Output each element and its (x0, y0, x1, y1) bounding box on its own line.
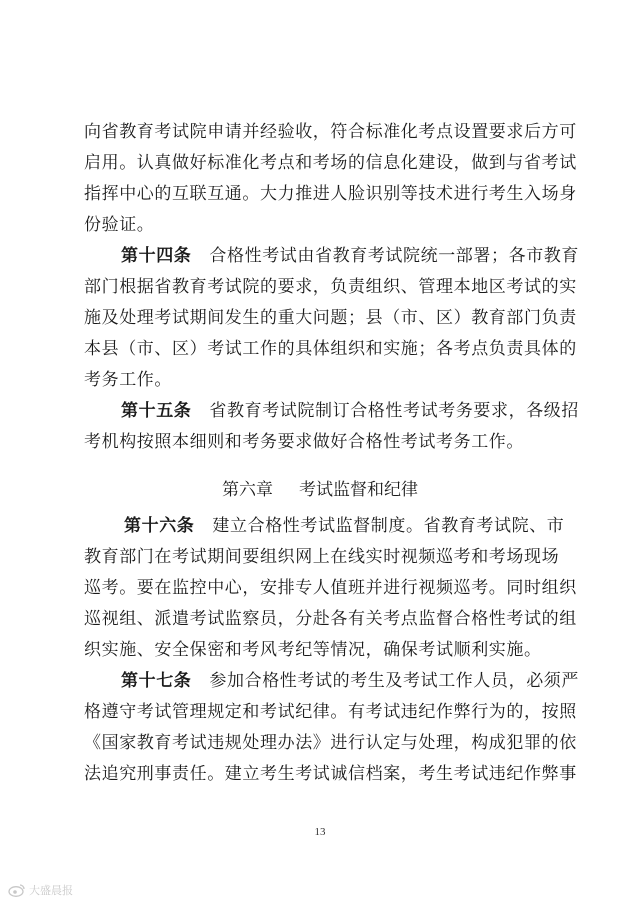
body-line: 格遵守考试管理规定和考试纪律。有考试违纪作弊行为的，按照 (84, 702, 577, 722)
body-line: 份验证。 (84, 215, 155, 235)
weibo-logo-icon (8, 883, 26, 897)
body-line: 巡视组、派遣考试监察员，分赴各有关考点监督合格性考试的组 (84, 609, 577, 629)
chapter-number: 第六章 (222, 480, 273, 500)
body-line: 施及处理考试期间发生的重大问题；县（市、区）教育部门负责 (84, 308, 577, 328)
body-line: 教育部门在考试期间要组织网上在线实时视频巡考和考场现场 (84, 547, 560, 567)
watermark (8, 882, 73, 898)
chapter-heading (0, 480, 640, 500)
body-line: 考机构按照本细则和考务要求做好合格性考试考务工作。 (84, 432, 524, 452)
article-14-text: 合格性考试由省教育考试院统一部署；各市教育 (209, 246, 580, 266)
article-14-first-line (121, 246, 579, 266)
page-number: 13 (314, 826, 326, 838)
body-line: 法追究刑事责任。建立考生考试诚信档案，考生考试违纪作弊事 (84, 764, 577, 784)
body-line: 本县（市、区）考试工作的具体组织和实施；各考点负责具体的 (84, 339, 577, 359)
article-15-heading: 第十五条 (121, 401, 192, 421)
chapter-title: 考试监督和纪律 (299, 480, 418, 500)
body-line: 启用。认真做好标准化考点和考场的信息化建设，做到与省考试 (84, 153, 577, 173)
body-line: 指挥中心的互联互通。大力推进人脸识别等技术进行考生入场身 (84, 184, 577, 204)
article-17-heading: 第十七条 (121, 671, 192, 691)
article-15-text: 省教育考试院制订合格性考试考务要求，各级招 (209, 401, 580, 421)
article-17-first-line (121, 671, 579, 691)
article-14-heading: 第十四条 (121, 246, 192, 266)
article-16-text: 建立合格性考试监督制度。省教育考试院、市 (212, 516, 565, 536)
body-line: 《国家教育考试违规处理办法》进行认定与处理，构成犯罪的依 (84, 733, 577, 753)
body-line: 部门根据省教育考试院的要求，负责组织、管理本地区考试的实 (84, 277, 577, 297)
body-line: 织实施、安全保密和考风考纪等情况，确保考试顺利实施。 (84, 640, 542, 660)
watermark-text: 大盛晨报 (29, 884, 73, 897)
body-line: 巡考。要在监控中心，安排专人值班并进行视频巡考。同时组织 (84, 578, 577, 598)
body-line: 考务工作。 (84, 370, 172, 390)
article-16-heading: 第十六条 (124, 516, 195, 536)
article-17-text: 参加合格性考试的考生及考试工作人员，必须严 (209, 671, 580, 691)
article-16-first-line (124, 516, 564, 536)
article-15-first-line (121, 401, 579, 421)
body-line: 向省教育考试院申请并经验收，符合标准化考点设置要求后方可 (84, 122, 577, 142)
